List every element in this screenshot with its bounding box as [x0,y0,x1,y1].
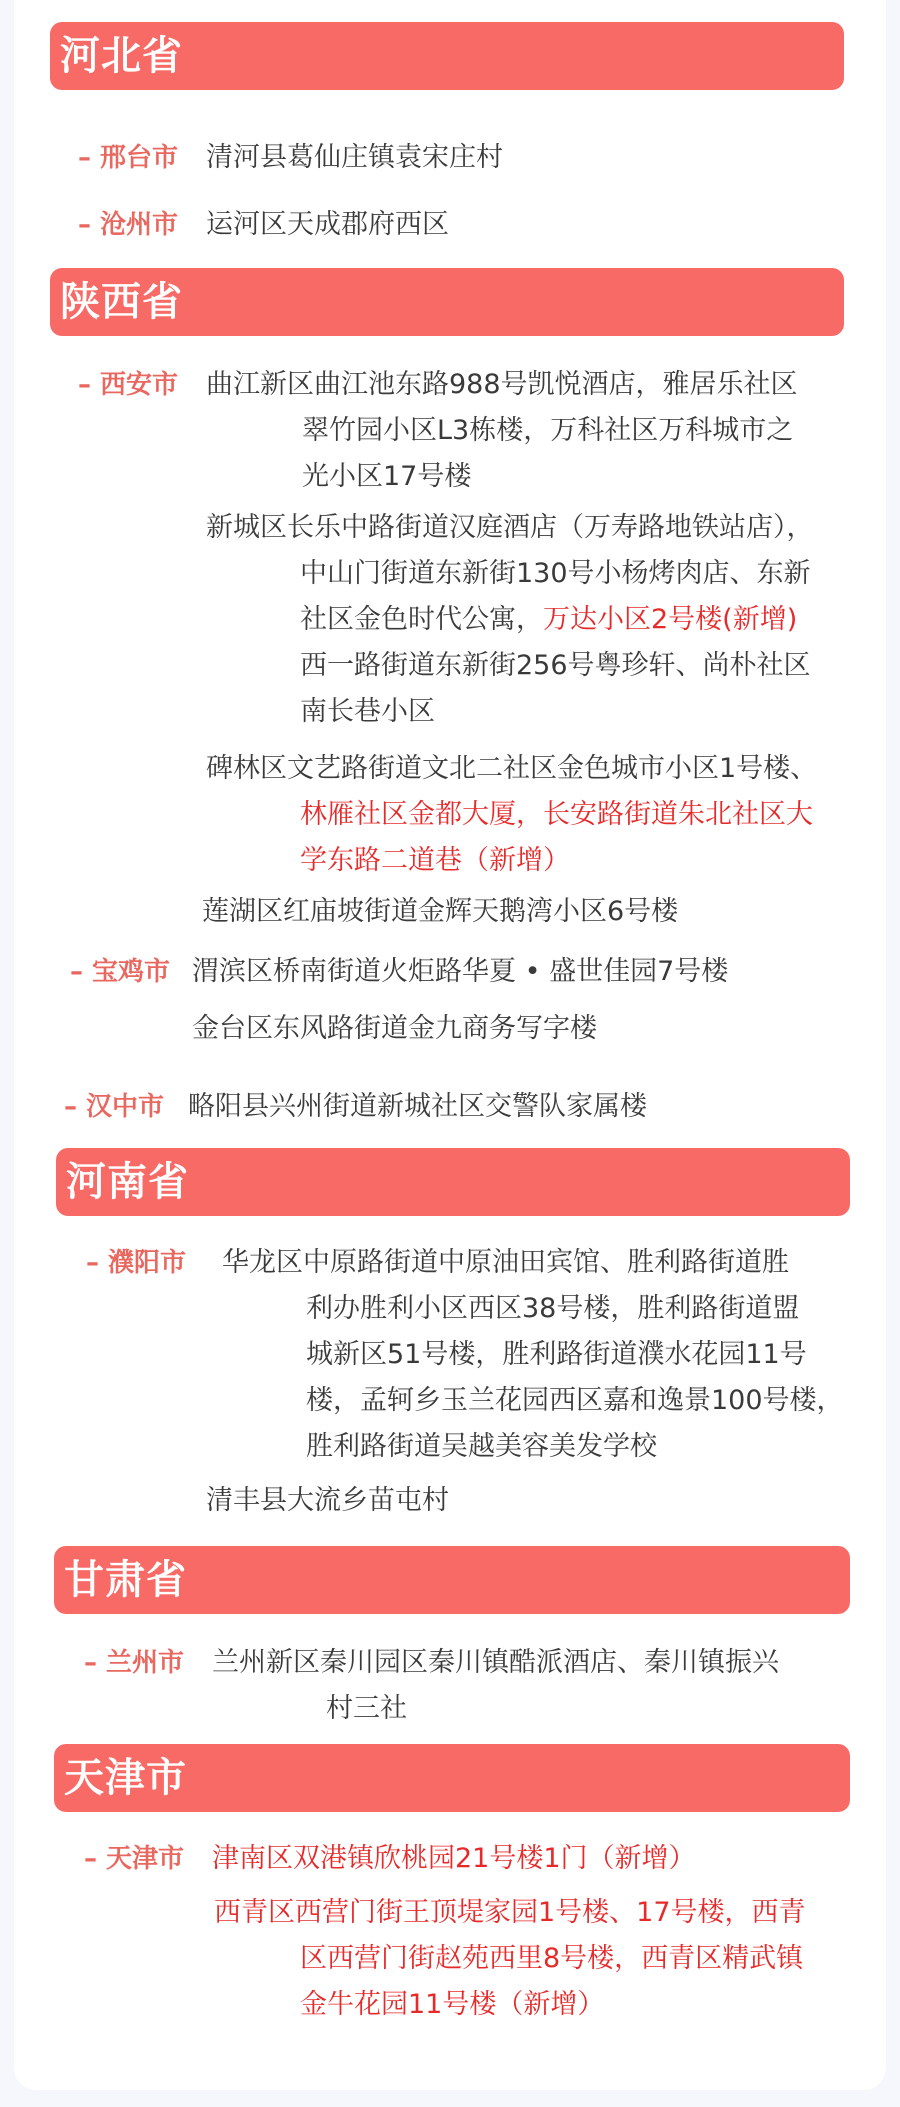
city-label-lanzhou: – 兰州市 [84,1648,185,1678]
address-line: 金台区东风路街道金九商务写字楼 [192,1013,597,1044]
address-line: 碑林区文艺路街道文北二社区金色城市小区1号楼、 [206,753,818,784]
city-label-puyang: – 濮阳市 [86,1248,187,1278]
city-label-xian: – 西安市 [78,370,179,400]
address-text: 社区金色时代公寓， [300,604,543,635]
address-line: 运河区天成郡府西区 [206,209,449,240]
address-line: 略阳县兴州街道新城社区交警队家属楼 [188,1091,647,1122]
address-line: 新城区长乐中路街道汉庭酒店（万寿路地铁站店）， [206,512,814,543]
address-line: 清河县葛仙庄镇袁宋庄村 [206,142,503,173]
province-header-shaanxi: 陕西省 [50,268,844,336]
city-label-tianjin: – 天津市 [84,1844,185,1874]
province-header-gansu: 甘肃省 [54,1546,850,1614]
address-line: 华龙区中原路街道中原油田宾馆、胜利路街道胜 [222,1247,789,1278]
address-line [300,597,797,643]
city-label-hanzhong: – 汉中市 [64,1092,165,1122]
address-line-new: 津南区双港镇欣桃园21号楼1门（新增） [212,1843,696,1874]
address-line: 渭滨区桥南街道火炬路华夏 • 盛世佳园7号楼 [192,956,729,987]
address-line-new: 金牛花园11号楼（新增） [300,1989,605,2020]
address-line: 光小区17号楼 [302,461,472,492]
address-line: 兰州新区秦川园区秦川镇酷派酒店、秦川镇振兴 [212,1647,779,1678]
address-line: 曲江新区曲江池东路988号凯悦酒店，雅居乐社区 [206,369,798,400]
address-line: 清丰县大流乡苗屯村 [206,1485,449,1516]
address-line: 胜利路街道吴越美容美发学校 [306,1431,657,1462]
city-label-baoji: – 宝鸡市 [70,957,171,987]
city-label-xingtai: – 邢台市 [78,143,179,173]
address-line-new: 区西营门街赵苑西里8号楼，西青区精武镇 [300,1943,804,1974]
address-line: 翠竹园小区L3栋楼，万科社区万科城市之 [302,415,794,446]
new-addition-text: 万达小区2号楼(新增) [543,604,798,635]
address-line: 西一路街道东新街256号粤珍轩、尚朴社区 [300,650,811,681]
address-line-new: 西青区西营门街王顶堤家园1号楼、17号楼，西青 [214,1897,806,1928]
address-line-new: 学东路二道巷（新增） [300,845,570,876]
city-label-cangzhou: – 沧州市 [78,210,179,240]
address-line: 中山门街道东新街130号小杨烤肉店、东新 [300,558,811,589]
province-header-tianjin: 天津市 [54,1744,850,1812]
address-line-new: 林雁社区金都大厦，长安路街道朱北社区大 [300,799,813,830]
address-line: 楼，孟轲乡玉兰花园西区嘉和逸景100号楼， [306,1385,844,1416]
address-line: 城新区51号楼，胜利路街道濮水花园11号 [306,1339,807,1370]
address-line: 利办胜利小区西区38号楼，胜利路街道盟 [306,1293,800,1324]
address-line: 南长巷小区 [300,696,435,727]
address-line: 莲湖区红庙坡街道金辉天鹅湾小区6号楼 [202,896,679,927]
province-header-henan: 河南省 [56,1148,850,1216]
address-line: 村三社 [326,1693,407,1724]
province-header-hebei: 河北省 [50,22,844,90]
